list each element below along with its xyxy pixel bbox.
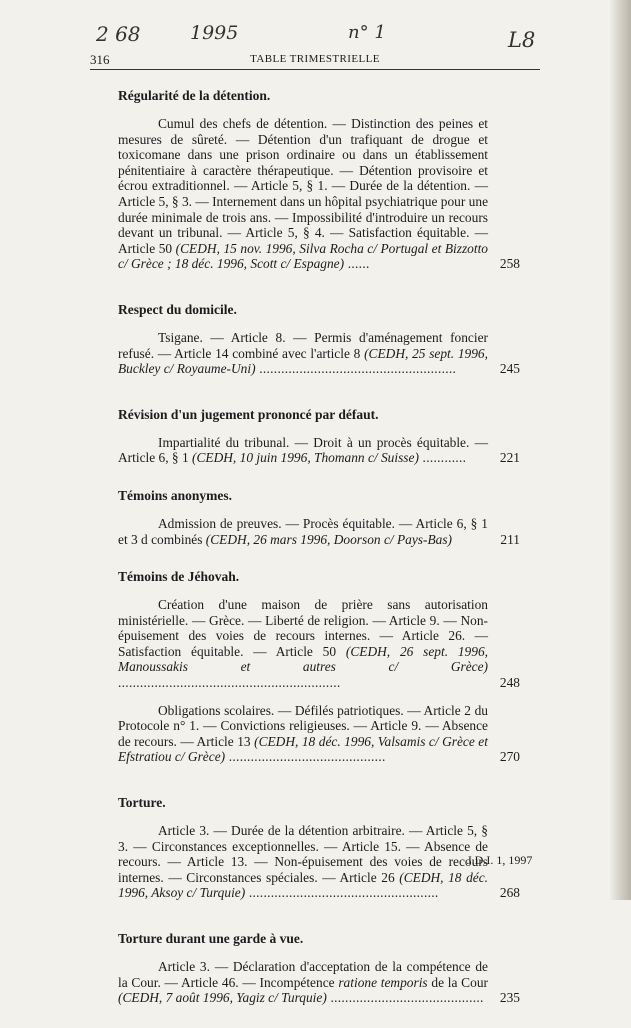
- section-heading: Témoins anonymes.: [118, 487, 233, 503]
- index-entry: [118, 823, 518, 901]
- handwritten-mark: L8: [508, 28, 536, 52]
- index-section: [118, 931, 518, 1006]
- page-header: [90, 51, 540, 70]
- handwritten-issue: n° 1: [348, 22, 386, 43]
- index-entry: [118, 330, 518, 377]
- entry-page: 245: [499, 361, 520, 377]
- index-entry: [118, 959, 518, 1006]
- section-heading: Torture durant une garde à vue.: [118, 931, 304, 946]
- index-entry: [118, 435, 518, 466]
- index-entry: [118, 116, 518, 272]
- entry-italic-term: ratione temporis: [338, 974, 428, 990]
- page-number: 316: [90, 52, 110, 67]
- entry-text: Création d'une maison de prière sans autorisation ministérielle. — Grèce. — Liberté de religion. — Article 9. — Non-épuisement des voies de recours internes. — Article 26. — Satisfaction équitable. — Article 50 (CEDH, 26 sept. 1996, Manoussakis et autres c/ Grèce) .............................................................: [118, 597, 488, 691]
- entry-page: 235: [499, 990, 520, 1006]
- entry-text: Cumul des chefs de détention. — Distinction des peines et mesures de sûreté. — Détention d'un trafiquant de drogue et toxicomane dans une prison ordinaire ou dans un établissement pénitentiaire à caractère thérapeutique. — Détention provisoire et écrou extraditionnel. — Article 5, § 1. — Durée de la détention. — Article 5, § 3. — Internement dans un hôpital psychiatrique pour une durée minimale de trois ans. — Impossibilité d'introduire un recours devant un tribunal. — Article 5, § 4. — Satisfaction équitable. — Article 50 (CEDH, 15 nov. 1996, Silva Rocha c/ Portugal et Bizzotto c/ Grèce ; 18 déc. 1996, Scott c/ Espagne) ......: [118, 116, 489, 272]
- index-section: [118, 407, 518, 466]
- index-entry: [118, 597, 518, 691]
- entry-text: Article 3. — Durée de la détention arbitraire. — Article 5, § 3. — Circonstances exceptionnelles. — Article 15. — Absence de recours. — Article 13. — Non-épuisement des voies de recours internes. — Circonstances spéciales. — Article 26 (CEDH, 18 déc. 1996, Aksoy c/ Turquie) ....................................................: [118, 823, 488, 901]
- entry-page: 270: [499, 749, 520, 765]
- handwritten-number: 2 68: [96, 22, 141, 46]
- entry-text: Tsigane. — Article 8. — Permis d'aménagement foncier refusé. — Article 14 combiné avec l'article 8 (CEDH, 25 sept. 1996, Buckley c/ Royaume-Uni) ......................................................: [118, 329, 488, 377]
- entry-page: 211: [500, 531, 520, 547]
- index-section: [118, 488, 518, 547]
- entry-text: Obligations scolaires. — Défilés patriotiques. — Article 2 du Protocole n° 1. — Convictions religieuses. — Article 9. — Absence de recours. — Article 13 (CEDH, 18 déc. 1996, Valsamis c/ Grèce et Efstratiou c/ Grèce) ...........................................: [118, 702, 488, 765]
- index-section: [118, 795, 518, 901]
- entry-citation: (CEDH, 7 août 1996, Yagiz c/ Turquie): [118, 990, 327, 1006]
- section-heading: Respect du domicile.: [118, 301, 237, 317]
- entry-citation: (CEDH, 26 mars 1996, Doorson c/ Pays-Bas): [205, 531, 453, 547]
- section-heading: Régularité de la détention.: [118, 88, 271, 103]
- section-heading: Révision d'un jugement prononcé par défaut.: [118, 406, 379, 422]
- entry-page: 268: [499, 885, 520, 901]
- section-heading: Témoins de Jéhovah.: [118, 569, 240, 585]
- running-title: TABLE TRIMESTRIELLE: [250, 53, 380, 65]
- entry-citation: (CEDH, 10 juin 1996, Thomann c/ Suisse): [192, 450, 419, 466]
- index-section: [118, 302, 518, 377]
- index-section: [118, 569, 518, 765]
- entry-citation: (CEDH, 18 déc. 1996, Valsamis c/ Grèce et Efstratiou c/ Grèce): [118, 733, 488, 765]
- page-edge-shadow: [609, 0, 631, 900]
- section-heading: Torture.: [118, 795, 166, 811]
- entry-citation: (CEDH, 15 nov. 1996, Silva Rocha c/ Portugal et Bizzotto c/ Grèce ; 18 déc. 1996, Scott c/ Espagne): [118, 240, 489, 272]
- index-content: [118, 88, 518, 1028]
- page-footer: J.D.I. 1, 1997: [467, 853, 533, 867]
- entry-text: Impartialité du tribunal. — Droit à un procès équitable. — Article 6, § 1 (CEDH, 10 juin 1996, Thomann c/ Suisse) ............: [118, 434, 488, 466]
- entry-page: 258: [499, 256, 520, 272]
- entry-text: Article 3. — Déclaration d'acceptation de la compétence de la Cour. — Article 46. — Incompétence ratione temporis de la Cour (CEDH, 7 août 1996, Yagiz c/ Turquie) ..........................................: [118, 959, 488, 1006]
- entry-citation: (CEDH, 25 sept. 1996, Buckley c/ Royaume-Uni): [118, 345, 488, 377]
- index-entry: [118, 516, 518, 547]
- entry-citation: (CEDH, 18 déc. 1996, Aksoy c/ Turquie): [118, 869, 488, 901]
- index-section: [118, 88, 518, 272]
- entry-page: 248: [499, 675, 520, 691]
- index-entry: [118, 703, 518, 765]
- handwritten-year: 1995: [190, 22, 239, 44]
- entry-citation: (CEDH, 26 sept. 1996, Manoussakis et autres c/ Grèce): [118, 643, 488, 675]
- entry-text: Admission de preuves. — Procès équitable. — Article 6, § 1 et 3 d combinés (CEDH, 26 mars 1996, Doorson c/ Pays-Bas): [118, 515, 488, 547]
- entry-page: 221: [499, 450, 520, 466]
